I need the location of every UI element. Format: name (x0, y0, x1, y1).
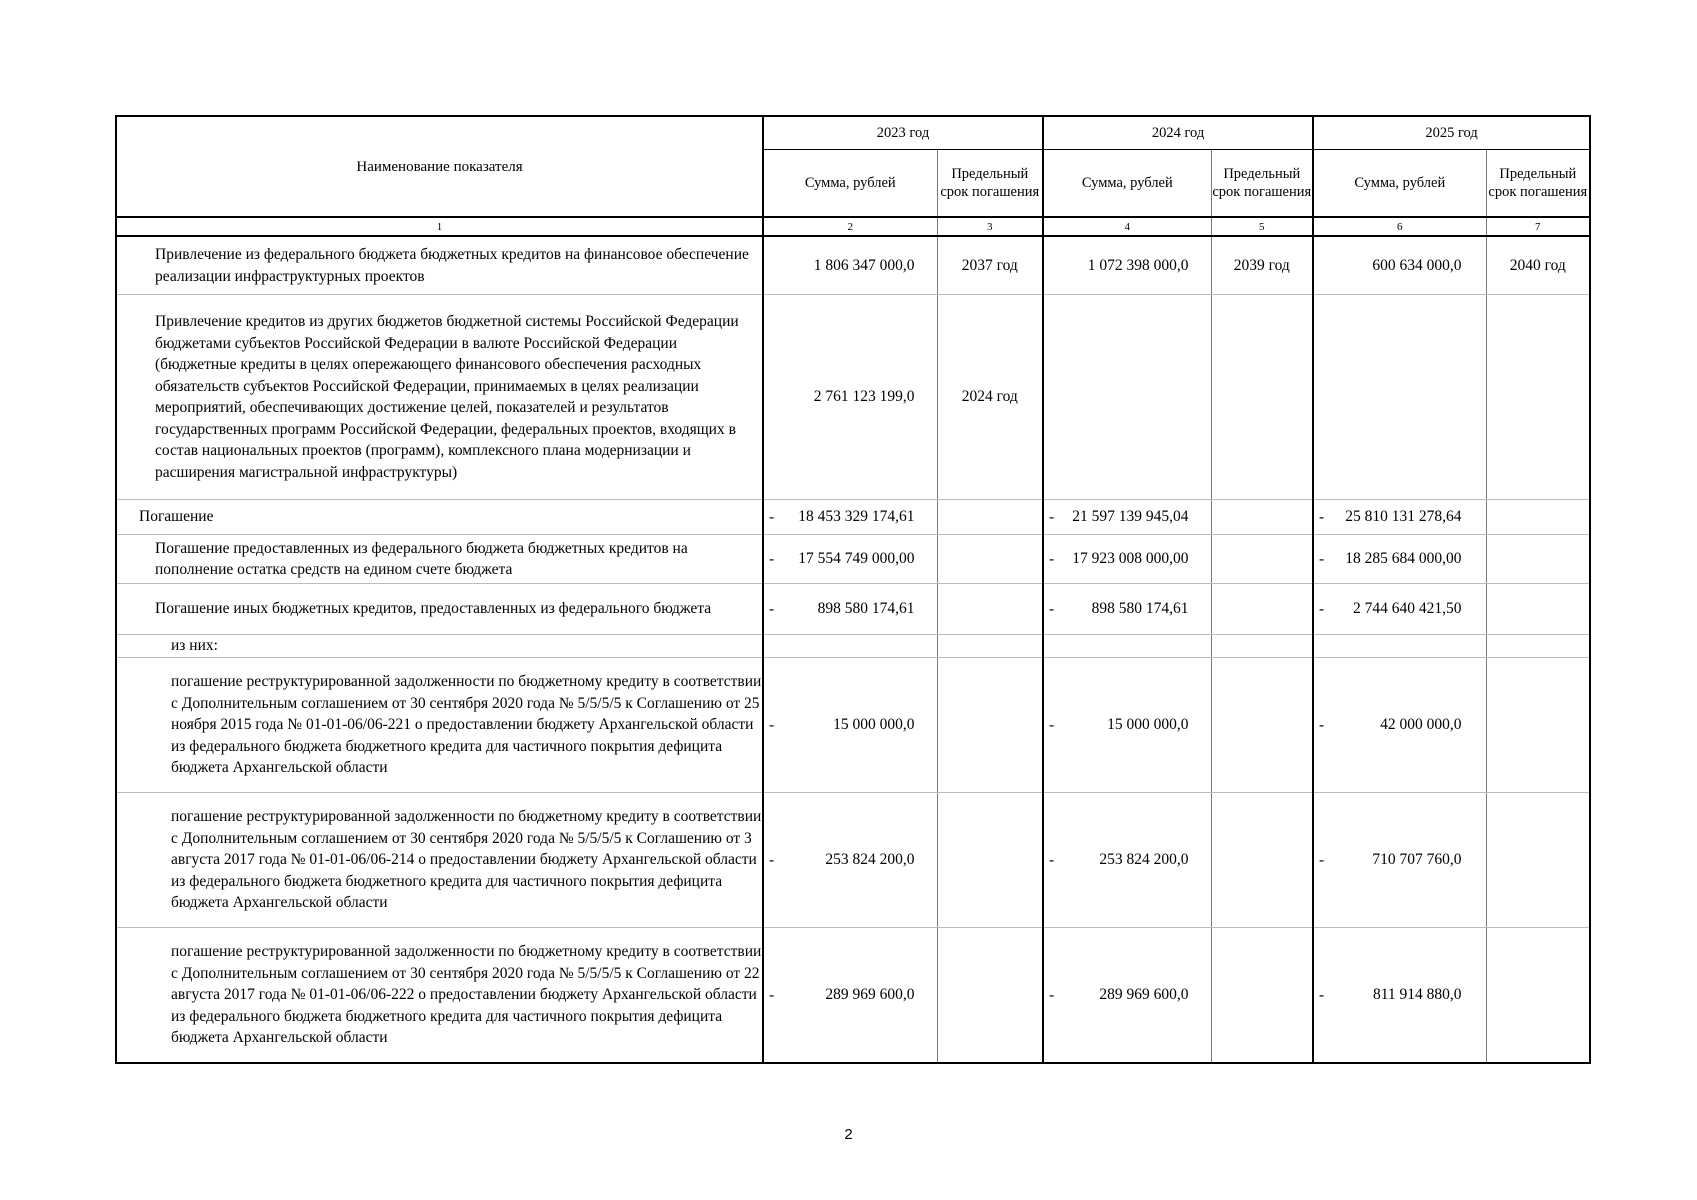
column-number: 2 (763, 217, 937, 236)
year-2024-header: 2024 год (1043, 116, 1313, 150)
row-name: погашение реструктурированной задолженности по бюджетному кредиту в соответствии с Дополнительным соглашением от 30 сентября 2020 года № 5/5/5/5 к Соглашению от 22 августа 2017 года № 01-01-06/06-222 о предоставлении бюджету Архангельской области из федерального бюджета бюджетного кредита для частичного покрытия дефицита бюджета Архангельской области (116, 928, 763, 1064)
minus-sign: - (1049, 716, 1055, 734)
table-row (116, 236, 1590, 295)
amount-2024-header: Сумма, рублей (1081, 175, 1173, 191)
amount-2024-cell: - 17 923 008 000,00 (1043, 535, 1211, 584)
minus-sign: - (1049, 851, 1055, 869)
amount-2023-cell: - 253 824 200,0 (763, 793, 937, 928)
minus-sign: - (1319, 508, 1325, 526)
term-2023-cell (937, 535, 1043, 584)
term-2024-cell (1211, 535, 1313, 584)
term-2023-cell (937, 500, 1043, 535)
amount-2025-cell (1313, 635, 1486, 658)
amount-2025-cell: 600 634 000,0 (1313, 236, 1486, 295)
term-2024-header: Предельный срок погашения (1211, 150, 1313, 218)
term-2024-cell (1211, 928, 1313, 1064)
table-body (116, 236, 1590, 1063)
minus-sign: - (1319, 716, 1325, 734)
row-name: из них: (116, 635, 763, 658)
term-2025-cell (1486, 500, 1590, 535)
amount-2025-cell: - 42 000 000,0 (1313, 658, 1486, 793)
table-header (116, 116, 1590, 236)
amount-2024-cell: - 21 597 139 945,04 (1043, 500, 1211, 535)
name-column-header: Наименование показателя (116, 116, 763, 217)
term-2024-cell (1211, 500, 1313, 535)
minus-sign: - (769, 550, 775, 568)
term-2023-cell (937, 928, 1043, 1064)
column-number: 6 (1313, 217, 1486, 236)
term-2025-cell (1486, 584, 1590, 635)
amount-2024-cell: - 253 824 200,0 (1043, 793, 1211, 928)
minus-sign: - (769, 986, 775, 1004)
amount-2025-cell (1313, 295, 1486, 500)
minus-sign: - (1049, 508, 1055, 526)
amount-2025-header: Сумма, рублей (1354, 175, 1446, 191)
term-2024-cell (1211, 793, 1313, 928)
minus-sign: - (1049, 550, 1055, 568)
amount-2023-cell: - 898 580 174,61 (763, 584, 937, 635)
table-row (116, 793, 1590, 928)
amount-2024-cell (1043, 295, 1211, 500)
budget-table (115, 115, 1591, 1064)
term-2023-cell (937, 584, 1043, 635)
amount-2025-cell: - 2 744 640 421,50 (1313, 584, 1486, 635)
amount-2025-cell: - 811 914 880,0 (1313, 928, 1486, 1064)
amount-2024-cell: - 15 000 000,0 (1043, 658, 1211, 793)
page-number: 2 (844, 1126, 853, 1143)
table-row (116, 658, 1590, 793)
minus-sign: - (1319, 600, 1325, 618)
column-number: 3 (937, 217, 1043, 236)
minus-sign: - (769, 851, 775, 869)
term-2023-cell (937, 635, 1043, 658)
amount-2023-cell: - 289 969 600,0 (763, 928, 937, 1064)
term-2023-cell: 2037 год (937, 236, 1043, 295)
amount-2023-cell: 2 761 123 199,0 (763, 295, 937, 500)
minus-sign: - (769, 508, 775, 526)
column-number: 7 (1486, 217, 1590, 236)
term-2025-cell (1486, 635, 1590, 658)
table-row (116, 295, 1590, 500)
term-2025-cell (1486, 658, 1590, 793)
column-numbers-row (116, 217, 1590, 236)
minus-sign: - (1319, 851, 1325, 869)
table-row (116, 635, 1590, 658)
amount-2023-cell (763, 635, 937, 658)
term-2025-cell (1486, 928, 1590, 1064)
row-name: Привлечение кредитов из других бюджетов бюджетной системы Российской Федерации бюджетами субъектов Российской Федерации в валюте Российской Федерации (бюджетные кредиты в целях опережающего финансового обеспечения расходных обязательств субъектов Российской Федерации, принимаемых в целях реализации мероприятий, обеспечивающих достижение целей, показателей и результатов государственных программ Российской Федерации, федеральных проектов, входящих в состав национальных проектов (программ), комплексного плана модернизации и расширения магистральной инфраструктуры) (116, 295, 763, 500)
row-name: Погашение (116, 500, 763, 535)
amount-2023-cell: - 18 453 329 174,61 (763, 500, 937, 535)
amount-2024-cell: 1 072 398 000,0 (1043, 236, 1211, 295)
row-name: погашение реструктурированной задолженности по бюджетному кредиту в соответствии с Дополнительным соглашением от 30 сентября 2020 года № 5/5/5/5 к Соглашению от 3 августа 2017 года № 01-01-06/06-214 о предоставлении бюджету Архангельской области из федерального бюджета бюджетного кредита для частичного покрытия дефицита бюджета Архангельской области (116, 793, 763, 928)
minus-sign: - (1319, 986, 1325, 1004)
column-number: 5 (1211, 217, 1313, 236)
row-name: Привлечение из федерального бюджета бюджетных кредитов на финансовое обеспечение реализации инфраструктурных проектов (116, 236, 763, 295)
table-row (116, 535, 1590, 584)
amount-2024-cell (1043, 635, 1211, 658)
term-2025-cell (1486, 535, 1590, 584)
term-2023-cell (937, 658, 1043, 793)
year-2025-header: 2025 год (1313, 116, 1590, 150)
term-2024-cell (1211, 635, 1313, 658)
column-number: 4 (1043, 217, 1211, 236)
row-name: Погашение предоставленных из федерального бюджета бюджетных кредитов на пополнение остатка средств на едином счете бюджета (116, 535, 763, 584)
table-row (116, 500, 1590, 535)
row-name: погашение реструктурированной задолженности по бюджетному кредиту в соответствии с Дополнительным соглашением от 30 сентября 2020 года № 5/5/5/5 к Соглашению от 25 ноября 2015 года № 01-01-06/06-221 о предоставлении бюджету Архангельской области из федерального бюджета бюджетного кредита для частичного покрытия дефицита бюджета Архангельской области (116, 658, 763, 793)
table-row (116, 928, 1590, 1064)
amount-2025-cell: - 710 707 760,0 (1313, 793, 1486, 928)
row-name: Погашение иных бюджетных кредитов, предоставленных из федерального бюджета (116, 584, 763, 635)
amount-2023-header: Сумма, рублей (804, 175, 896, 191)
table-row (116, 584, 1590, 635)
term-2024-cell (1211, 584, 1313, 635)
minus-sign: - (769, 600, 775, 618)
term-2024-cell: 2039 год (1211, 236, 1313, 295)
term-2025-cell (1486, 295, 1590, 500)
amount-2024-cell: - 898 580 174,61 (1043, 584, 1211, 635)
term-2024-cell (1211, 295, 1313, 500)
amount-2024-cell: - 289 969 600,0 (1043, 928, 1211, 1064)
term-2024-cell (1211, 658, 1313, 793)
term-2025-cell: 2040 год (1486, 236, 1590, 295)
amount-2025-cell: - 25 810 131 278,64 (1313, 500, 1486, 535)
amount-2023-cell: 1 806 347 000,0 (763, 236, 937, 295)
minus-sign: - (769, 716, 775, 734)
term-2023-header: Предельный срок погашения (937, 150, 1043, 218)
minus-sign: - (1049, 600, 1055, 618)
amount-2025-cell: - 18 285 684 000,00 (1313, 535, 1486, 584)
term-2023-cell (937, 793, 1043, 928)
minus-sign: - (1319, 550, 1325, 568)
term-2023-cell: 2024 год (937, 295, 1043, 500)
year-2023-header: 2023 год (763, 116, 1043, 150)
amount-2023-cell: - 15 000 000,0 (763, 658, 937, 793)
amount-2023-cell: - 17 554 749 000,00 (763, 535, 937, 584)
column-number: 1 (116, 217, 763, 236)
minus-sign: - (1049, 986, 1055, 1004)
term-2025-header: Предельный срок погашения (1486, 150, 1590, 218)
term-2025-cell (1486, 793, 1590, 928)
